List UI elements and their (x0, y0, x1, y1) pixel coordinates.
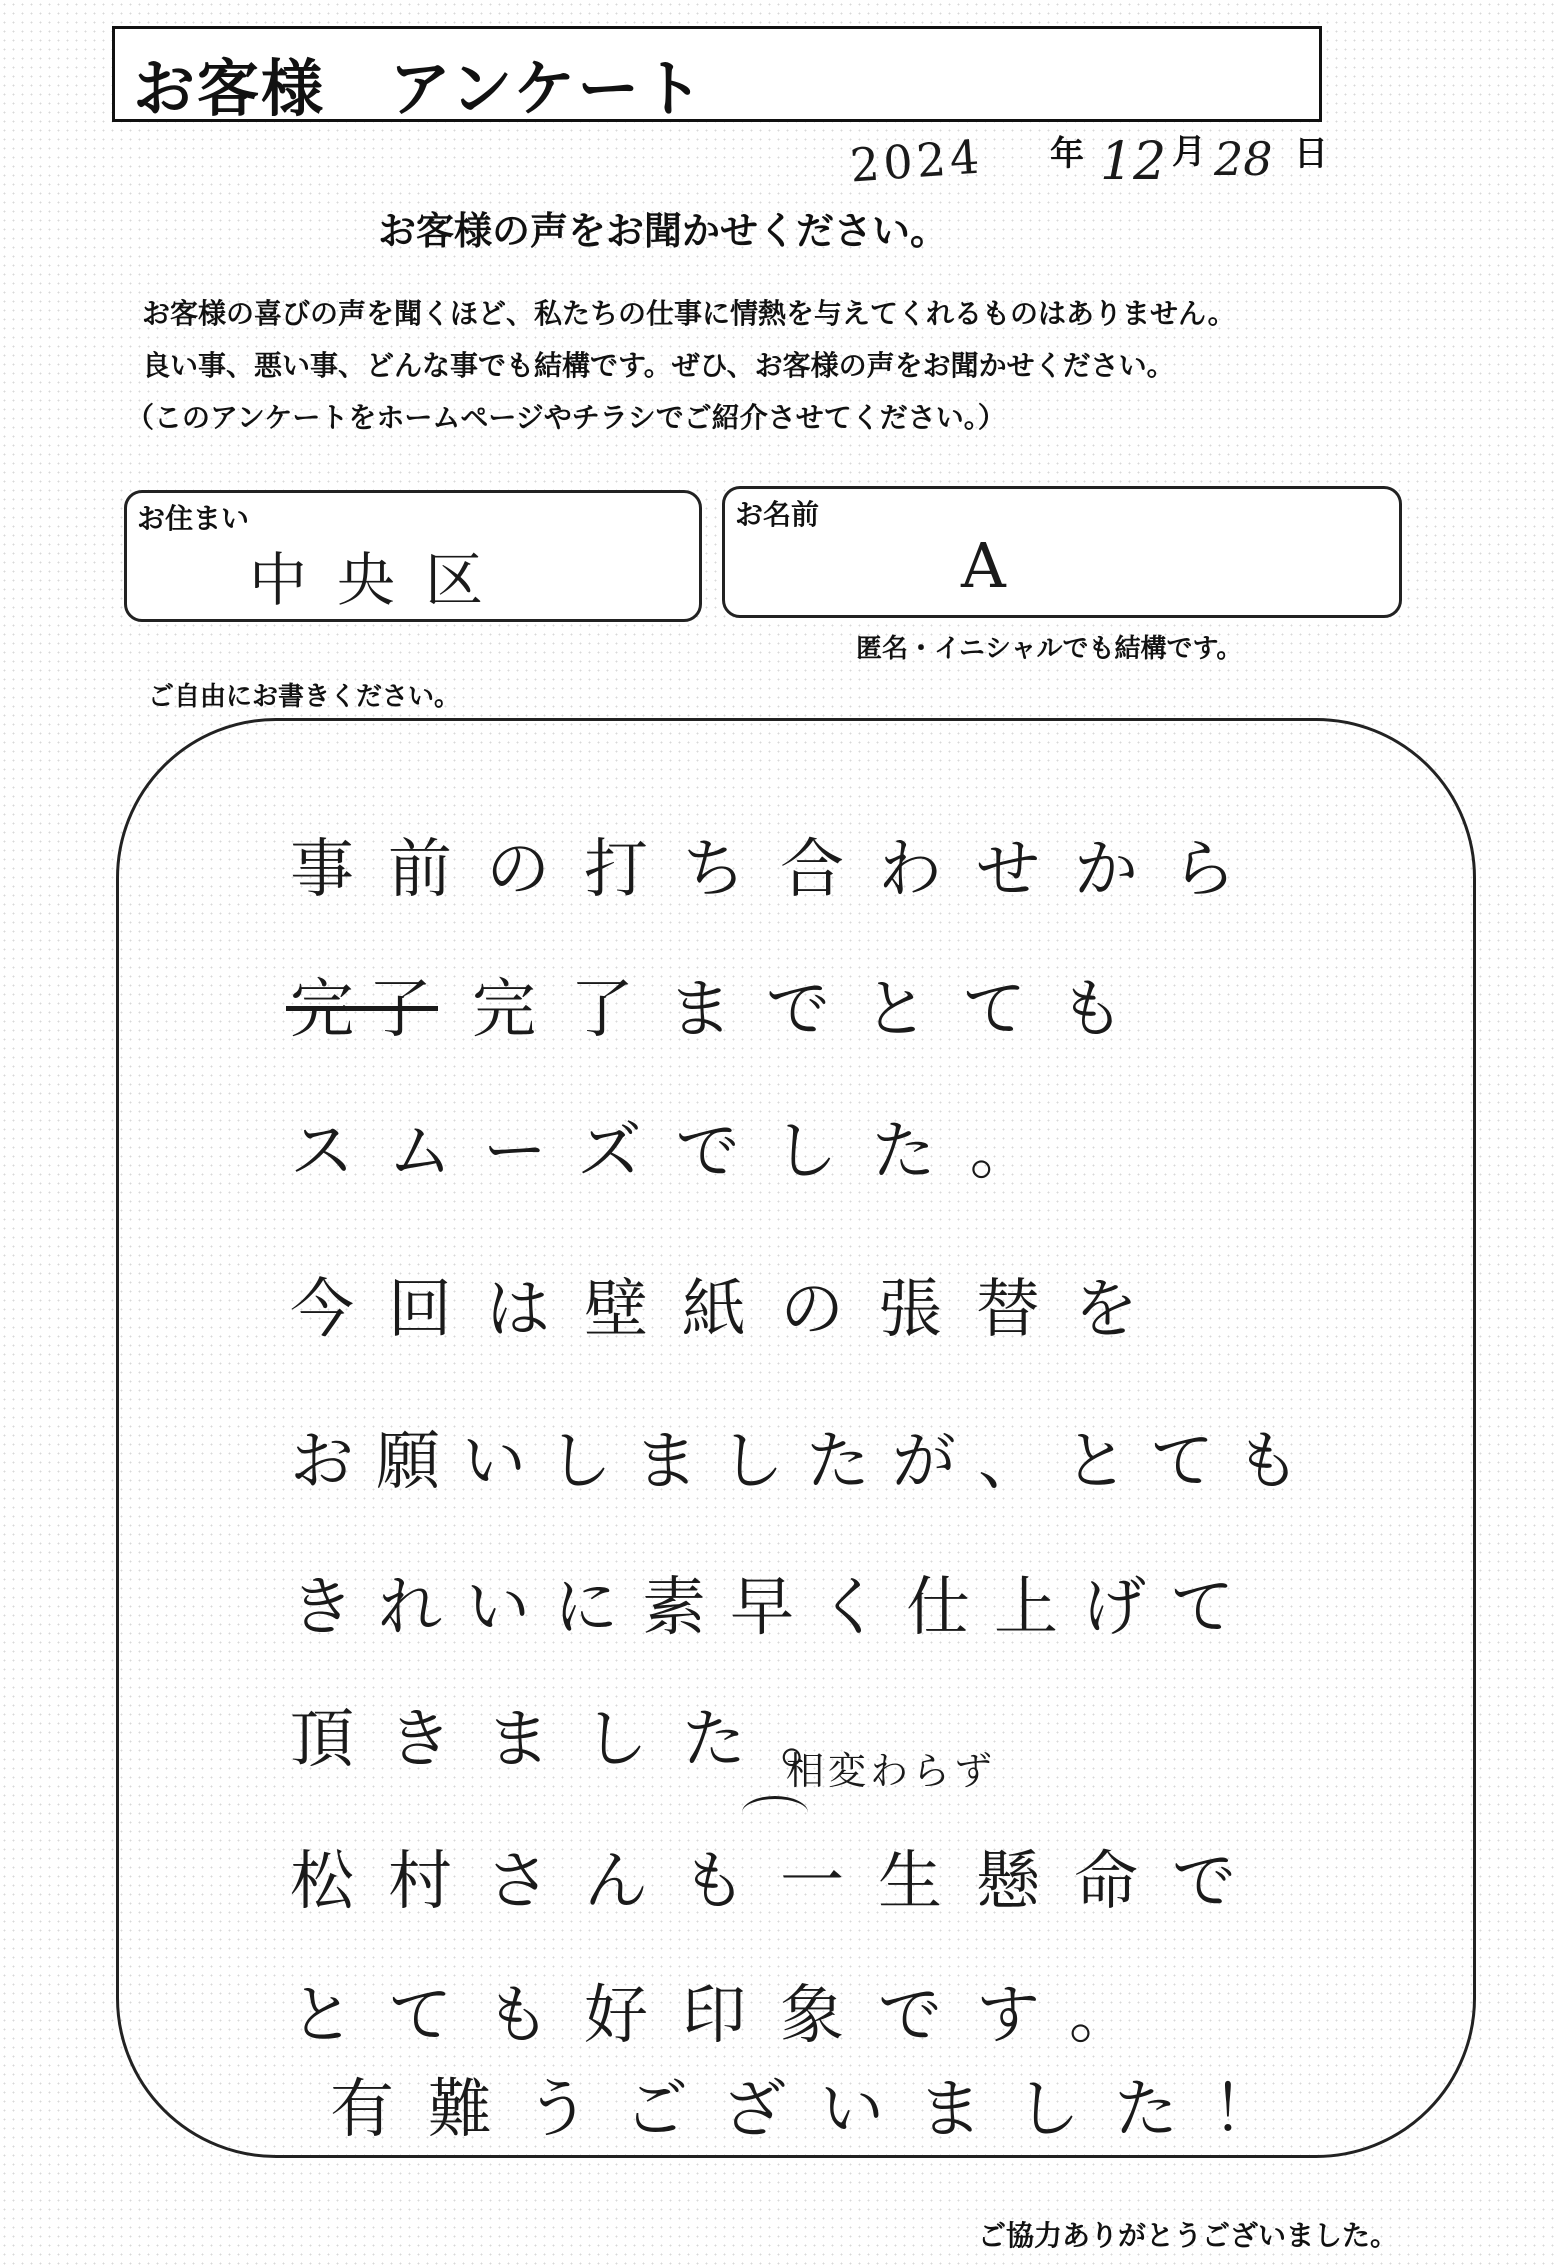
insertion-note: 相変わらず (786, 1749, 997, 1793)
comment-line-4: 今回は壁紙の張替を (290, 1273, 1172, 1347)
comment-line-3: スムーズでした。 (290, 1115, 1068, 1189)
survey-title-box (112, 26, 1322, 125)
intro-line-2: 良い事、悪い事、どんな事でも結構です。ぜひ、お客様の声をお聞かせください。 (142, 349, 1175, 382)
date-row (848, 120, 1350, 193)
name-label: お名前 (735, 498, 820, 531)
name-value: A (961, 529, 1006, 602)
comment-line-8: 松村さんも一生懸命で (290, 1845, 1270, 1919)
comment-line-9: とても好印象です。 (290, 1979, 1167, 2053)
comment-line-5: お願いしましたが、とても (290, 1425, 1322, 1499)
survey-title: お客様 アンケート (133, 52, 706, 125)
date-year: 2024 (848, 129, 985, 193)
address-label: お住まい (137, 502, 250, 535)
footer-thanks: ご協力ありがとうございました。 (978, 2219, 1399, 2252)
date-day-unit: 日 (1294, 134, 1328, 174)
subtitle: お客様の声をお聞かせください。 (378, 209, 949, 253)
name-field (722, 486, 1402, 618)
intro-line-1: お客様の喜びの声を聞くほど、私たちの仕事に情熱を与えてくれるものはありません。 (142, 297, 1236, 330)
insertion-caret (742, 1796, 808, 1829)
comment-line-6: きれいに素早く仕上げて (290, 1571, 1258, 1645)
comment-line-2: 完了までとても (472, 973, 1158, 1047)
date-month-unit: 月 (1172, 132, 1206, 172)
comment-line-1: 事前の打ち合わせから (290, 833, 1270, 907)
date-day: 28 (1214, 132, 1273, 186)
struck-word: 完了 (290, 958, 446, 1050)
date-year-unit: 年 (1050, 134, 1084, 174)
comment-line-2-wrap (290, 958, 1158, 1050)
intro-line-3: （このアンケートをホームページやチラシでご紹介させてください。） (126, 401, 1006, 434)
comment-prompt: ご自由にお書きください。 (148, 682, 461, 712)
date-month: 12 (1100, 132, 1167, 192)
address-field (124, 490, 702, 622)
comment-line-7: 頂きました。 (290, 1703, 878, 1777)
name-note: 匿名・イニシャルでも結構です。 (856, 634, 1243, 664)
address-value: 中央区 (249, 546, 514, 614)
comment-line-10: 有難うございました！ (330, 2073, 1310, 2147)
